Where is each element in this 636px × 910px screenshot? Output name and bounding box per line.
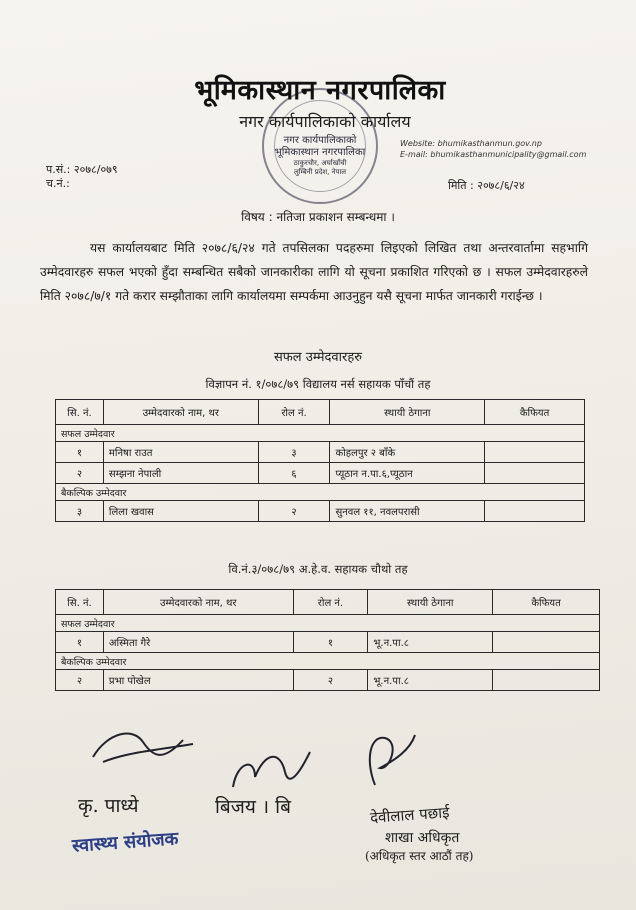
group-label: सफल उम्मेदवार — [56, 615, 600, 632]
cell-address: सुनवल ११, नवलपरासी — [330, 501, 485, 522]
cell-address: प्यूठान न.पा.६,प्यूठान — [330, 463, 485, 484]
cell-remarks — [493, 670, 600, 691]
table-row — [56, 463, 585, 484]
signatory-right-name: देवीलाल पछाई — [369, 803, 450, 827]
group-label: बैकल्पिक उम्मेदवार — [56, 653, 600, 670]
cell-name: लिला खवास — [103, 501, 258, 522]
cell-remarks — [493, 632, 600, 653]
notice-body: यस कार्यालयबाट मिति २०७८/६/२४ गते तपसिलका पदहरुमा लिइएको लिखित तथा अन्तरवार्तामा सहभागि उम्मेदवारहरु सफल भएको हुँदा सम्बन्धित सबैको जानकारीका लागि यो सूचना प्रकाशित गरिएको छ । सफल उम्मेदवारहरुले मिति २०७८/७/१ गते करार सम्झौताका लागि कार्यालयमा सम्पर्कमा आउनुहुन यसै सूचना मार्फत जानकारी गराईन्छ । — [40, 241, 588, 303]
organization-title: भूमिकास्थान नगरपालिका — [194, 75, 446, 106]
stamp-line: लुम्बिनी प्रदेश, नेपाल — [293, 168, 347, 176]
signatory-left-name: कृ. पाध्ये — [78, 795, 139, 817]
subject-line: विषय : नतिजा प्रकाशन सम्बन्धमा । — [241, 210, 395, 224]
contact-info — [400, 138, 586, 160]
cell-roll: १ — [293, 632, 368, 653]
signatory-left-title: स्वास्थ्य संयोजक — [71, 828, 180, 857]
letter-date: मिति : २०७८/६/२४ — [448, 179, 525, 192]
cell-remarks — [485, 463, 585, 484]
stamp-line: भूमिकास्थान नगरपालिका — [274, 147, 366, 158]
group-label: बैकल्पिक उम्मेदवार — [56, 484, 585, 501]
cell-name: प्रभा पोखेल — [103, 670, 293, 691]
signatory-middle-name: बिजय । बि — [215, 796, 291, 818]
table-row — [56, 632, 600, 653]
cell-sn: ३ — [56, 501, 104, 522]
cell-address: कोहलपुर २ बाँके — [330, 442, 485, 463]
signatory-right-title: शाखा अधिकृत — [385, 830, 460, 846]
cell-name: अस्मिता गैरे — [103, 632, 293, 653]
col-header-name: उम्मेदवारको नाम, थर — [103, 400, 258, 425]
stamp-text — [250, 135, 390, 177]
col-header-remarks: कैफियत — [493, 590, 600, 615]
cell-roll: २ — [293, 670, 368, 691]
cell-remarks — [485, 501, 585, 522]
col-header-roll: रोल नं. — [293, 590, 368, 615]
cell-roll: ६ — [258, 463, 330, 484]
table2-heading: वि.नं.३/०७८/७९ अ.हे.व. सहायक चौथो तह — [228, 562, 408, 576]
reference-numbers — [46, 163, 118, 191]
table-header-row — [56, 590, 600, 615]
table1-heading: विज्ञापन नं. १/०७८/७९ विद्यालय नर्स सहायक पाँचौं तह — [205, 377, 431, 391]
group-label: सफल उम्मेदवार — [56, 425, 585, 442]
website-text: Website: bhumikasthanmun.gov.np — [400, 139, 542, 148]
stamp-line: नगर कार्यपालिकाको — [283, 135, 357, 146]
cell-roll: २ — [258, 501, 330, 522]
table-header-row — [56, 400, 585, 425]
col-header-address: स्थायी ठेगाना — [368, 590, 493, 615]
cell-remarks — [485, 442, 585, 463]
dispatch-number: च.नं.: — [46, 177, 70, 190]
section-title: सफल उम्मेदवारहरु — [273, 350, 363, 365]
cell-roll: ३ — [258, 442, 330, 463]
cell-address: भू.न.पा.८ — [368, 632, 493, 653]
col-header-sn: सि. नं. — [56, 590, 104, 615]
signature-right — [355, 730, 425, 790]
cell-address: भू.न.पा.८ — [368, 670, 493, 691]
cell-sn: १ — [56, 442, 104, 463]
results-table-1 — [55, 399, 585, 522]
stamp-line: ठाकुरचौर, अर्घाखाँची — [293, 159, 347, 167]
group-row — [56, 653, 600, 670]
cell-sn: १ — [56, 632, 104, 653]
group-row — [56, 615, 600, 632]
col-header-address: स्थायी ठेगाना — [330, 400, 485, 425]
signature-left — [88, 722, 198, 772]
signatory-right-rank: (अधिकृत स्तर आठौं तह) — [365, 849, 474, 863]
cell-name: मनिषा राउत — [103, 442, 258, 463]
results-table-2 — [55, 589, 600, 691]
col-header-remarks: कैफियत — [485, 400, 585, 425]
office-subtitle: नगर कार्यपालिकाको कार्यालय — [239, 112, 411, 131]
group-row — [56, 484, 585, 501]
signature-middle — [225, 742, 315, 797]
group-row — [56, 425, 585, 442]
cell-sn: २ — [56, 463, 104, 484]
col-header-sn: सि. नं. — [56, 400, 104, 425]
table-row — [56, 670, 600, 691]
col-header-roll: रोल नं. — [258, 400, 330, 425]
col-header-name: उम्मेदवारको नाम, थर — [103, 590, 293, 615]
ref-number: प.सं.: २०७८/०७९ — [46, 163, 118, 176]
table-row — [56, 442, 585, 463]
cell-sn: २ — [56, 670, 104, 691]
email-text: E-mail: bhumikasthanmunicipality@gmail.com — [400, 150, 587, 159]
cell-name: सम्झना नेपाली — [103, 463, 258, 484]
table-row — [56, 501, 585, 522]
